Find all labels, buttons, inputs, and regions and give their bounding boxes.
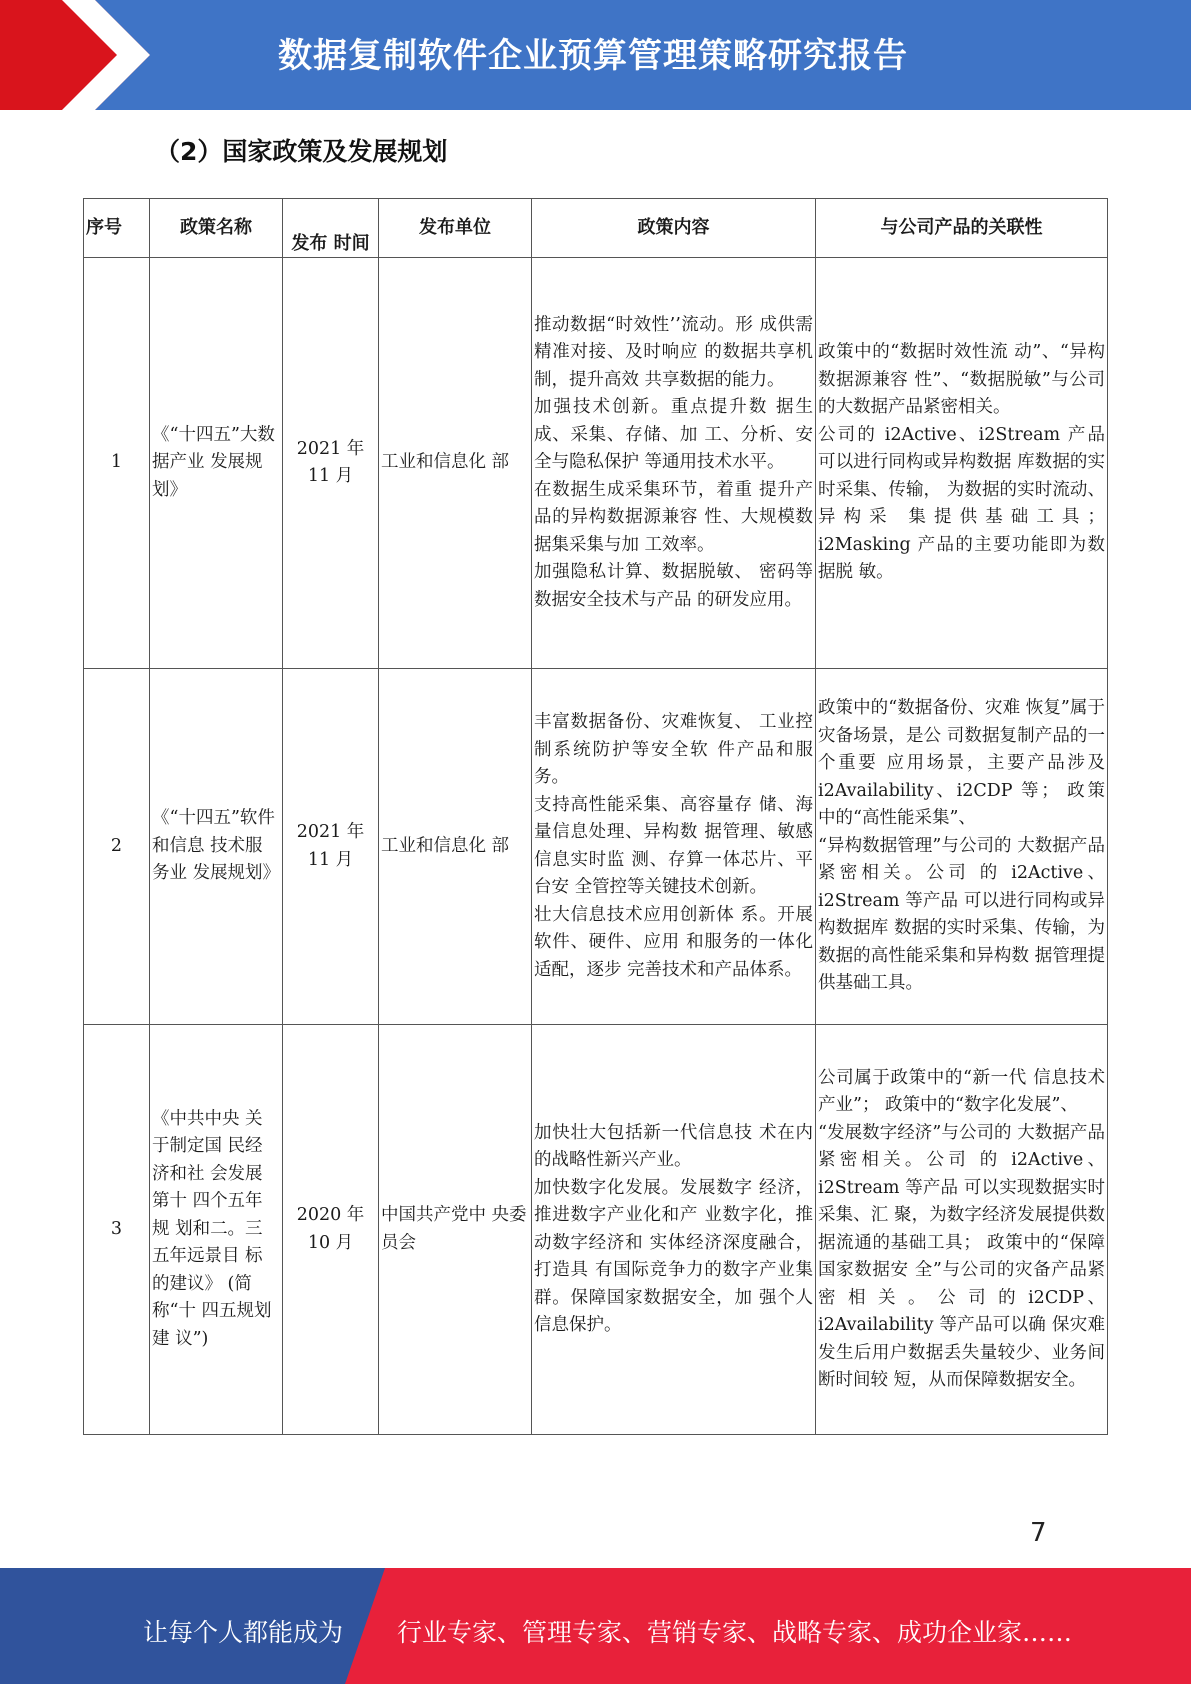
content-paragraph: 加快数字化发展。发展数字 经济，推进数字产业化和产 业数字化，推动数字经济和 实体经济深度融合，打造具 有国际竞争力的数字产业集 群。保障国家数据安全，加 强个人信息保护。 [534, 1177, 813, 1335]
publisher: 工业和信息化 部 [379, 669, 532, 1025]
publish-month: 11 月 [307, 466, 354, 486]
relation-paragraph: “异构数据管理”与公司的 大数据产品紧密相关。公司 的 i2Active、i2Stream 等产品 可以进行同构或异构数据库 数据的实时采集、传输，为 数据的高性能采集和异构数 据管理提供基础工具。 [818, 835, 1105, 994]
page-header [0, 0, 1191, 110]
policy-name: 《“十四五”大数据产业 发展规划》 [150, 258, 283, 669]
product-relation [816, 258, 1108, 669]
policy-content [532, 258, 816, 669]
row-number: 3 [84, 1025, 150, 1435]
table-row [84, 1025, 1108, 1435]
header-cell-unit: 发布单位 [379, 199, 532, 258]
policy-content [532, 1025, 816, 1435]
header-cell-name: 政策名称 [150, 199, 283, 258]
page-footer [0, 1568, 1191, 1684]
relation-paragraph: 政策中的“数据时效性流 动”、“异构数据源兼容 性”、“数据脱敏”与公司 的大数据产品紧密相关。 [818, 342, 1105, 418]
table-header-row [84, 199, 1108, 258]
publisher: 中国共产党中 央委员会 [379, 1025, 532, 1435]
content-paragraph: 加强技术创新。重点提升数 据生成、采集、存储、加 工、分析、安全与隐私保护 等通用技术水平。 [534, 397, 813, 473]
publish-month: 11 月 [307, 849, 354, 870]
footer-slogan-left: 让每个人都能成为 [143, 1618, 344, 1647]
section-heading: （2）国家政策及发展规划 [155, 137, 448, 166]
publish-time [283, 669, 379, 1025]
relation-paragraph: 公司的 i2Active、i2Stream 产品可以进行同构或异构数据 库数据的实时采集、传输， 为数据的实时流动、异构采 集提供基础工具；i2Masking 产品的主要功能即为数据脱 敏。 [818, 424, 1105, 583]
content-paragraph: 加快壮大包括新一代信息技 术在内的战略性新兴产业。 [534, 1122, 813, 1170]
publish-time [283, 258, 379, 669]
content-paragraph: 壮大信息技术应用创新体 系。开展软件、硬件、应用 和服务的一体化适配，逐步 完善技术和产品体系。 [534, 904, 813, 980]
table-row [84, 669, 1108, 1025]
table-row [84, 258, 1108, 669]
header-cell-time: 发布 时间 [283, 199, 379, 258]
publish-month: 10 月 [307, 1232, 354, 1253]
content-paragraph: 支持高性能采集、高容量存 储、海量信息处理、异构数 据管理、敏感信息实时监 测、存算一体芯片、平台安 全管控等关键技术创新。 [534, 794, 813, 897]
publish-year: 2021 年 [296, 438, 365, 459]
relation-paragraph: “发展数字经济”与公司的 大数据产品紧密相关。公司 的 i2Active、i2Stream 等产品 可以实现数据实时采集、汇 聚，为数字经济发展提供数 据流通的基础工具； 政策中的“保障国家数据安 全”与公司的灾备产品紧密 相 关 。 公 司 的 i2CDP、 i2Availability 等产品可以确 保灾难发生后用户数据丢失量较少、业务间断时间较 短，从而保障数据安全。 [818, 1122, 1105, 1390]
header-cell-no: 序号 [84, 199, 150, 258]
publisher: 工业和信息化 部 [379, 258, 532, 669]
policy-name: 《“十四五”软件和信息 技术服务业 发展规划》 [150, 669, 283, 1025]
publish-year: 2020 年 [296, 1205, 365, 1225]
product-relation [816, 669, 1108, 1025]
content-paragraph: 丰富数据备份、灾难恢复、 工业控制系统防护等安全软 件产品和服务。 [534, 712, 813, 787]
report-title: 数据复制软件企业预算管理策略研究报告 [278, 36, 908, 76]
content-paragraph: 在数据生成采集环节，着重 提升产品的异构数据源兼容 性、大规模数据集采集与加 工效率。 [534, 479, 813, 555]
policy-table [83, 198, 1108, 1435]
product-relation [816, 1025, 1108, 1435]
header-cell-relation: 与公司产品的关联性 [816, 199, 1108, 258]
footer-slogan-right: 行业专家、管理专家、营销专家、战略专家、成功企业家…… [397, 1618, 1073, 1647]
relation-paragraph: 政策中的“数据备份、灾难 恢复”属于灾备场景，是公 司数据复制产品的一个重要 应用场景，主要产品涉及 i2Availability、i2CDP 等； 政策中的“高性能采集”、 [818, 698, 1105, 829]
content-paragraph: 推动数据“时效性’’流动。形 成供需精准对接、及时响应 的数据共享机制，提升高效 共享数据的能力。 [534, 314, 813, 390]
publish-year: 2021 年 [296, 822, 365, 842]
policy-name: 《中共中央 关于制定国 民经济和社 会发展第十 四个五年规 划和二。三五年远景目 标的建议》 (简称“十 四五规划建 议”) [150, 1025, 283, 1435]
header-cell-content: 政策内容 [532, 199, 816, 258]
row-number: 2 [84, 669, 150, 1025]
row-number: 1 [84, 258, 150, 669]
page-number: 7 [1030, 1518, 1047, 1548]
content-paragraph: 加强隐私计算、数据脱敏、 密码等数据安全技术与产品 的研发应用。 [534, 562, 813, 610]
policy-content [532, 669, 816, 1025]
relation-paragraph: 公司属于政策中的“新一代 信息技术产业”； 政策中的“数字化发展”、 [818, 1067, 1105, 1115]
publish-time [283, 1025, 379, 1435]
